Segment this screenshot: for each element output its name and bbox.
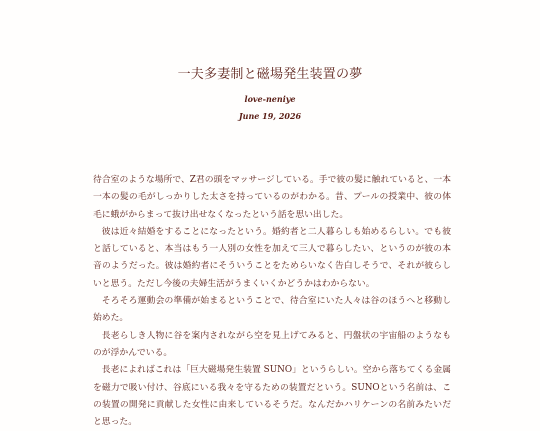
publish-date: June 19, 2026: [238, 111, 302, 121]
paragraph: 彼は近々結婚をすることになったという。婚約者と二人暮らしも始めるらしい。でも彼と話していると、本当はもう一人別の女性を加えて三人で暮らしたい、というのが彼の本音のようだった。彼は婚約者にそういうことをためらいなく告白しそうで、それが彼らしいと思う。ただし今後の夫婦生活がうまくいくかどうかはわからない。: [93, 226, 451, 289]
paragraph: 長老によればこれは「巨大磁場発生装置 SUNO」というらしい。空から落ちてくる金属を磁力で吸い付け、谷底にいる我々を守るための装置だという。SUNOという名前は、この装置の開発に貢献した女性に由来しているそうだ。なんだかハリケーンの名前みたいだと思った。: [93, 365, 451, 428]
page-title: 一夫多妻制と磁場発生装置の夢: [177, 67, 363, 82]
paragraph: 待合室のような場所で、Z君の頭をマッサージしている。手で彼の髪に触れていると、一本一本の髪の毛がしっかりした太さを持っているのがわかる。昔、プールの授業中、彼の体毛に蛾がからまって抜け出せなくなったという話を思い出した。: [93, 175, 451, 220]
author-name: love-neniye: [244, 94, 296, 104]
paragraph: そろそろ運動会の準備が始まるということで、待合室にいた人々は谷のほうへと移動し始めた。: [93, 296, 451, 324]
document-body: [93, 172, 451, 431]
paragraph: 長老らしき人物に谷を案内されながら空を見上げてみると、円盤状の宇宙船のようなものが浮かんでいる。: [93, 330, 451, 358]
